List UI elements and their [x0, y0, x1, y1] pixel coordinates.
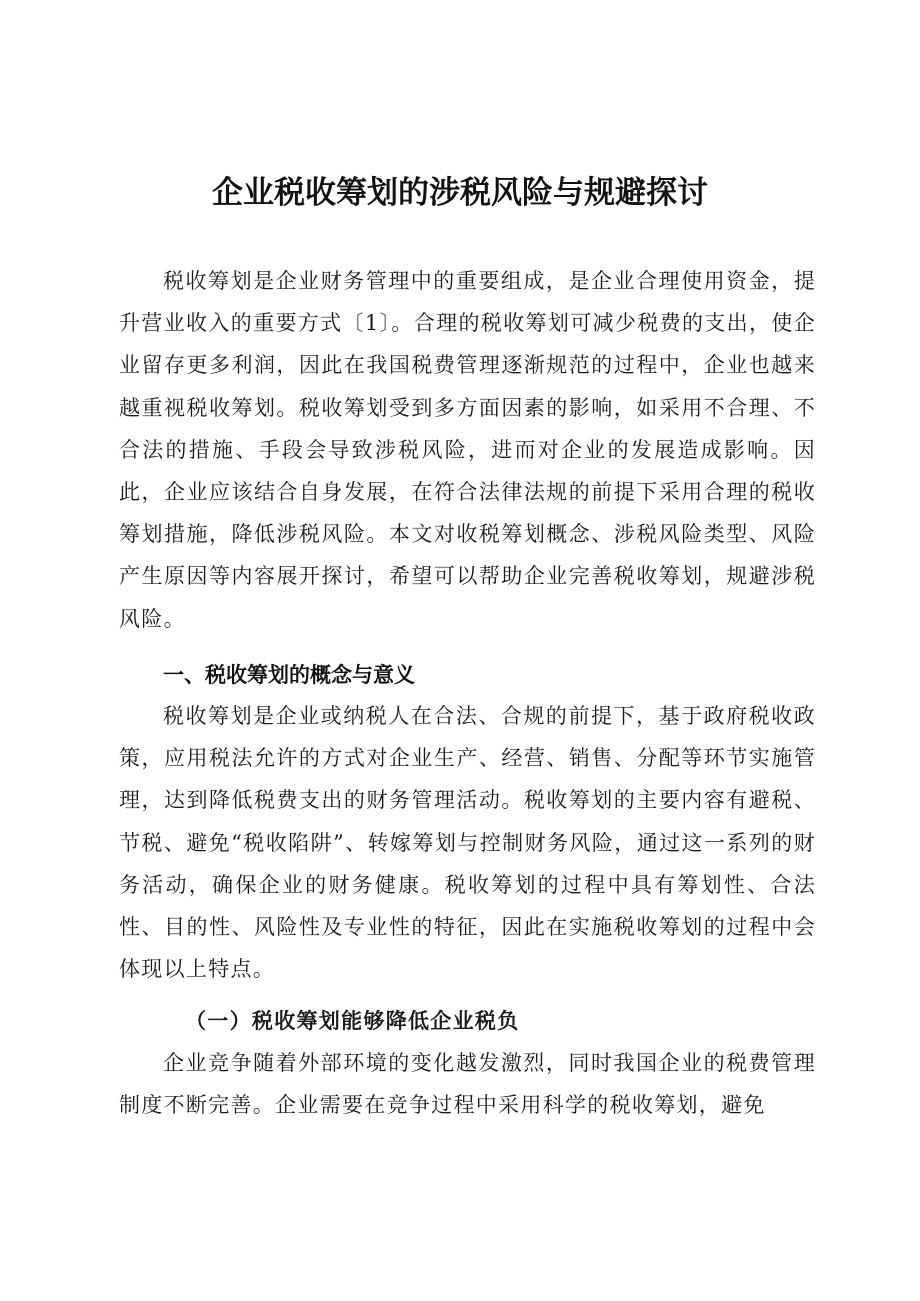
section-paragraph: 税收筹划是企业或纳税人在合法、合规的前提下，基于政府税收政策，应用税法允许的方式对企业生产、经营、销售、分配等环节实施管理，达到降低税费支出的财务管理活动。税收筹划的主要内容有避税、节税、避免“税收陷阱”、转嫁筹划与控制财务风险，通过这一系列的财务活动，确保企业的财务健康。税收筹划的过程中具有筹划性、合法性、目的性、风险性及专业性的特征，因此在实施税收筹划的过程中会体现以上特点。 — [119, 704, 816, 982]
intro-paragraph: 税收筹划是企业财务管理中的重要组成，是企业合理使用资金，提升营业收入的重要方式〔1〕。合理的税收筹划可减少税费的支出，使企业留存更多利润，因此在我国税费管理逐渐规范的过程中，企业也越来越重视税收筹划。税收筹划受到多方面因素的影响，如采用不合理、不合法的措施、手段会导致涉税风险，进而对企业的发展造成影响。因此，企业应该结合自身发展，在符合法律法规的前提下采用合理的税收筹划措施，降低涉税风险。本文对收税筹划概念、涉税风险类型、风险产生原因等内容展开探讨，希望可以帮助企业完善税收筹划，规避涉税风险。 — [119, 269, 816, 631]
subsection-paragraph: 企业竞争随着外部环境的变化越发激烈，同时我国企业的税费管理制度不断完善。企业需要在竞争过程中采用科学的税收筹划，避免 — [119, 1051, 816, 1118]
subsection-heading: （一）税收筹划能够降低企业税负 — [185, 1008, 520, 1033]
document-title: 企业税收筹划的涉税风险与规避探讨 — [212, 175, 708, 211]
section-heading: 一、税收筹划的概念与意义 — [163, 663, 415, 687]
